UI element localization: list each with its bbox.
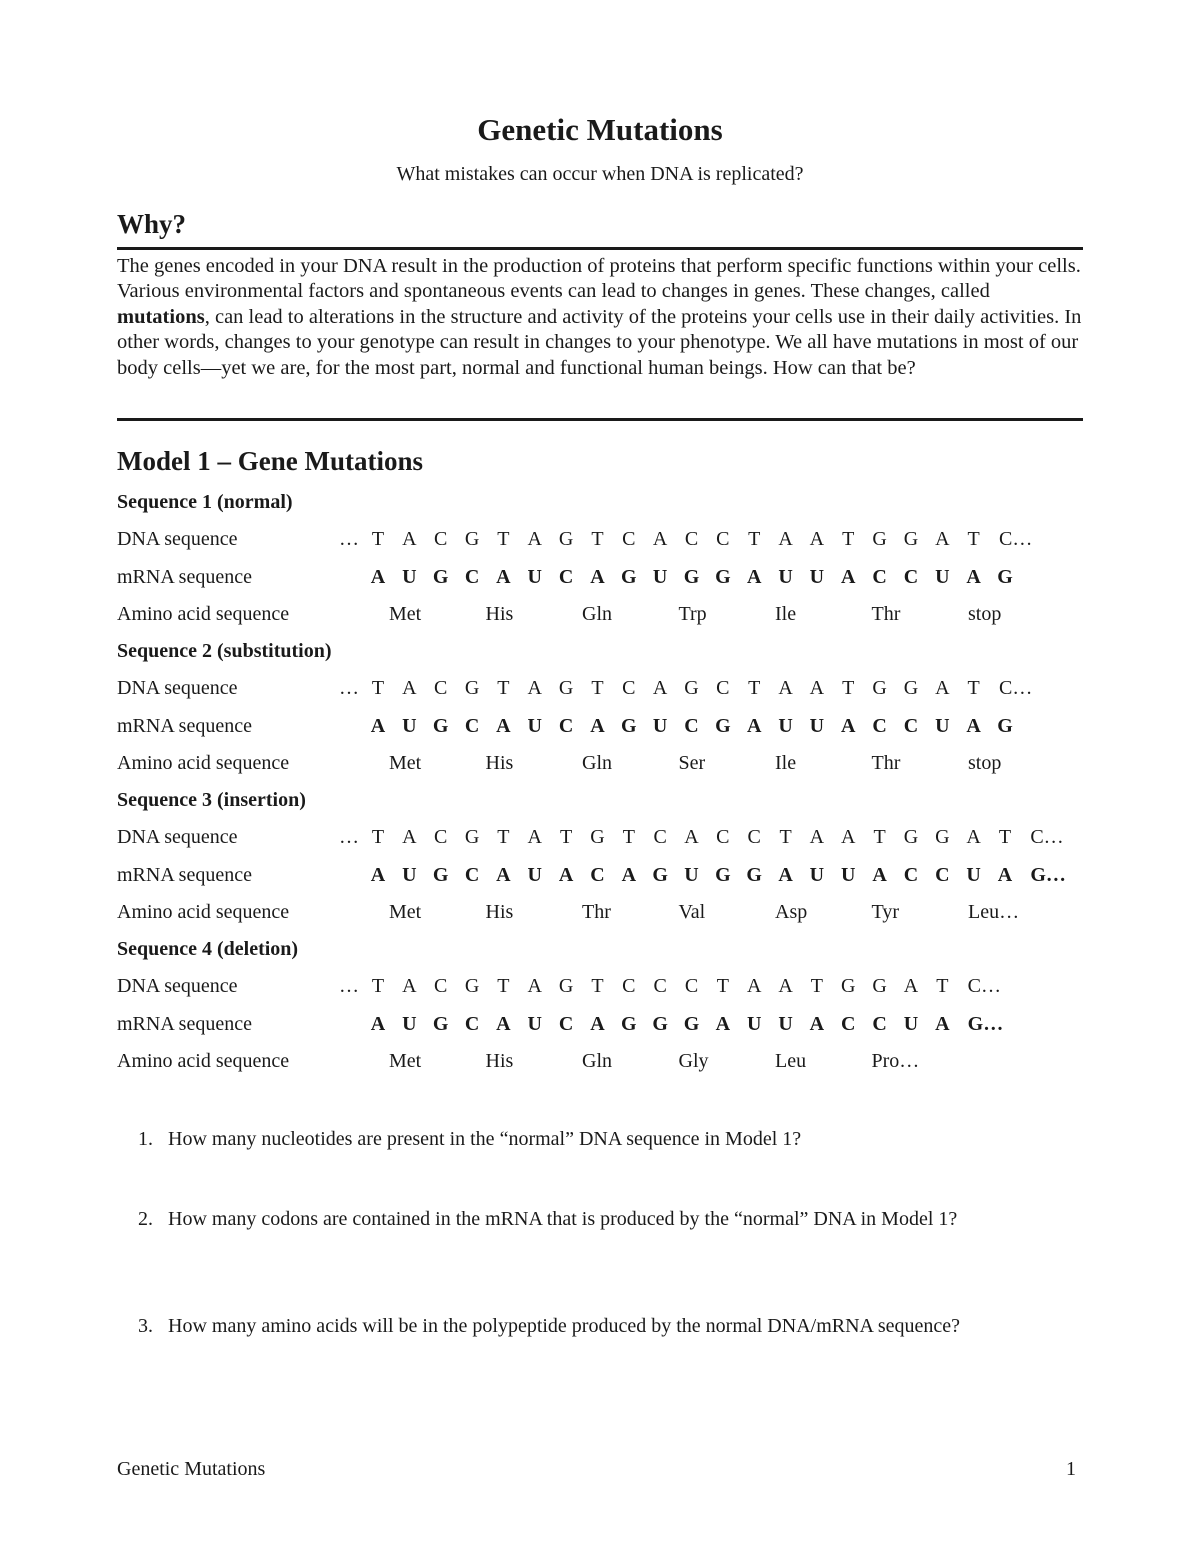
mrna-base: C — [464, 1013, 480, 1035]
dna-base: T — [497, 528, 510, 550]
amino-acid: Gly — [678, 1050, 709, 1072]
divider-bottom — [117, 418, 1083, 421]
dna-base: G — [935, 826, 950, 848]
sequence-heading: Sequence 3 (insertion) — [117, 789, 306, 811]
mrna-base: C — [872, 1013, 887, 1035]
mrna-base: A — [809, 1013, 825, 1035]
mrna-base: G — [715, 715, 731, 737]
sequence-heading: Sequence 1 (normal) — [117, 491, 293, 513]
amino-acid: Gln — [582, 752, 612, 774]
dna-base: A — [809, 677, 825, 699]
mrna-base: U — [809, 566, 825, 588]
why-heading: Why? — [117, 209, 187, 239]
dna-base: C — [684, 528, 699, 550]
dna-base: T — [497, 826, 510, 848]
amino-acid: stop — [968, 603, 1002, 625]
divider-top — [117, 247, 1083, 250]
dna-base: C — [716, 826, 730, 848]
amino-acid: Ile — [775, 603, 797, 625]
mrna-base: A — [841, 715, 856, 737]
amino-acid: Leu — [775, 1050, 807, 1072]
dna-base: A — [778, 677, 793, 699]
mrna-base: A — [778, 864, 793, 886]
mrna-base: A — [590, 715, 605, 737]
amino-acid: His — [485, 1050, 514, 1072]
dna-base: G — [872, 677, 887, 699]
mrna-base: A — [496, 1013, 511, 1035]
mrna-base: U — [903, 1013, 919, 1035]
amino-acid: Ile — [775, 752, 797, 774]
mrna-base: G — [746, 864, 762, 886]
mrna-row-label: mRNA sequence — [117, 715, 252, 737]
mrna-base: U — [809, 715, 825, 737]
dna-row-label: DNA sequence — [117, 677, 238, 699]
dna-base: G — [464, 826, 480, 848]
amino-acid: Ser — [678, 752, 706, 774]
amino-acid: Met — [389, 901, 422, 923]
dna-base: T — [371, 826, 385, 848]
dna-base: A — [841, 826, 856, 848]
page-number: 1 — [1066, 1458, 1076, 1480]
mrna-base: G — [621, 1013, 637, 1035]
amino-row-label: Amino acid sequence — [117, 603, 290, 625]
dna-base: T — [810, 975, 823, 997]
dna-base: A — [527, 975, 542, 997]
mrna-base: A — [966, 715, 981, 737]
dna-base: C… — [1030, 826, 1064, 848]
dna-base: C — [434, 975, 448, 997]
dna-base: T — [748, 528, 761, 550]
dna-base: G — [464, 975, 480, 997]
question-number: 2. — [138, 1208, 153, 1230]
dna-row-label: DNA sequence — [117, 826, 238, 848]
mrna-base: U — [935, 715, 950, 737]
mrna-base: G — [715, 566, 731, 588]
dna-base: C — [622, 528, 636, 550]
dna-base: C — [653, 975, 667, 997]
mrna-base: C — [590, 864, 605, 886]
mrna-base: U — [527, 1013, 542, 1035]
mrna-base: G — [997, 715, 1013, 737]
mrna-base: C — [935, 864, 950, 886]
dna-base: T — [371, 975, 385, 997]
question-item — [138, 1206, 1048, 1233]
amino-acid: Pro… — [871, 1050, 920, 1072]
dna-base: A — [903, 975, 919, 997]
mrna-base: G — [621, 715, 637, 737]
mrna-base: C — [558, 566, 574, 588]
dna-base: G — [872, 528, 887, 550]
mrna-row-label: mRNA sequence — [117, 864, 252, 886]
amino-acid: Val — [678, 901, 706, 923]
dna-base: C — [434, 826, 448, 848]
dna-base: C — [684, 975, 699, 997]
mrna-row-label: mRNA sequence — [117, 566, 252, 588]
mrna-base: G… — [1030, 864, 1066, 886]
dna-base: T — [967, 528, 980, 550]
mrna-base: C — [872, 566, 887, 588]
dna-base: C… — [967, 975, 1001, 997]
dna-base: G — [903, 826, 919, 848]
dna-base: A — [935, 528, 950, 550]
dna-base: C — [622, 677, 636, 699]
dna-base: C — [434, 528, 448, 550]
mrna-base: U — [778, 715, 793, 737]
mrna-base: G — [715, 864, 731, 886]
dna-base: A — [809, 528, 825, 550]
dna-base: T — [967, 677, 980, 699]
dna-base: T — [591, 975, 604, 997]
dna-ellipsis: … — [339, 826, 359, 848]
dna-base: A — [527, 826, 542, 848]
mrna-base: G… — [967, 1013, 1004, 1035]
dna-ellipsis: … — [339, 677, 359, 699]
dna-base: C — [434, 677, 448, 699]
mrna-base: U — [935, 566, 950, 588]
amino-acid: Tyr — [871, 901, 899, 923]
dna-base: T — [591, 677, 604, 699]
mrna-base: U — [841, 864, 856, 886]
question-text: How many amino acids will be in the polypeptide produced by the normal DNA/mRNA sequence? — [168, 1315, 961, 1337]
why-text-part2: , can lead to alterations in the structure and activity of the proteins your cells use in their daily activities. In other words, changes to your genotype can result in changes to your phenotype. We all have mutations in most of our body cells—yet we are, for the most part, normal and functional human beings. How can that be? — [117, 305, 1082, 379]
dna-base: G — [558, 528, 574, 550]
mrna-base: C — [558, 1013, 574, 1035]
mrna-base: C — [903, 864, 919, 886]
mrna-base: G — [432, 715, 449, 737]
dna-base: T — [998, 826, 1012, 848]
mrna-base: U — [778, 1013, 793, 1035]
mrna-base: U — [527, 715, 542, 737]
amino-acid: His — [485, 603, 514, 625]
dna-base: C — [747, 826, 761, 848]
mrna-base: A — [370, 715, 386, 737]
dna-base: C — [716, 528, 730, 550]
mrna-base: A — [370, 566, 386, 588]
mrna-base: G — [432, 864, 449, 886]
dna-base: A — [935, 677, 950, 699]
mrna-base: U — [402, 1013, 417, 1035]
dna-base: T — [748, 677, 761, 699]
mrna-base: A — [590, 1013, 605, 1035]
dna-base: G — [558, 677, 574, 699]
mrna-base: A — [746, 715, 762, 737]
mrna-base: A — [746, 566, 762, 588]
amino-acid: His — [485, 752, 514, 774]
mrna-base: U — [966, 864, 981, 886]
mrna-base: C — [903, 566, 919, 588]
dna-base: T — [371, 528, 385, 550]
dna-base: A — [778, 528, 793, 550]
dna-base: T — [497, 677, 510, 699]
dna-base: T — [936, 975, 949, 997]
amino-acid: stop — [968, 752, 1002, 774]
dna-base: C — [622, 975, 636, 997]
dna-base: G — [872, 975, 887, 997]
mrna-base: G — [997, 566, 1013, 588]
mrna-base: G — [432, 566, 449, 588]
mrna-base: A — [841, 566, 856, 588]
amino-acid: His — [485, 901, 514, 923]
dna-base: A — [746, 975, 762, 997]
dna-base: A — [809, 826, 825, 848]
mrna-base: U — [652, 566, 668, 588]
mrna-base: G — [652, 1013, 668, 1035]
dna-base: A — [652, 528, 668, 550]
mrna-base: C — [558, 715, 574, 737]
mrna-base: A — [966, 566, 981, 588]
dna-base: G — [841, 975, 856, 997]
mrna-base: C — [903, 715, 919, 737]
mrna-base: U — [652, 715, 668, 737]
amino-acid: Met — [389, 603, 422, 625]
dna-ellipsis: … — [339, 975, 359, 997]
amino-acid: Asp — [775, 901, 808, 923]
mrna-base: G — [621, 566, 637, 588]
mrna-base: C — [872, 715, 887, 737]
why-text-part1: The genes encoded in your DNA result in the production of proteins that perform specific functions within your cells. Various environmental factors and spontaneous events can lead to changes in genes. These changes, called — [117, 255, 1081, 303]
dna-base: G — [464, 677, 480, 699]
dna-base: T — [591, 528, 604, 550]
mrna-base: A — [558, 864, 574, 886]
dna-base: T — [842, 528, 855, 550]
dna-base: A — [652, 677, 668, 699]
amino-acid: Thr — [871, 603, 901, 625]
mrna-base: U — [809, 864, 825, 886]
dna-ellipsis: … — [339, 528, 359, 550]
model-heading: Model 1 – Gene Mutations — [117, 446, 423, 476]
dna-base: A — [778, 975, 793, 997]
mrna-base: A — [715, 1013, 731, 1035]
mrna-base: C — [464, 566, 480, 588]
mrna-base: A — [997, 864, 1013, 886]
dna-base: A — [966, 826, 981, 848]
amino-acid: Gln — [582, 1050, 612, 1072]
dna-base: A — [527, 677, 542, 699]
dna-base: A — [684, 826, 699, 848]
dna-base: C… — [999, 528, 1033, 550]
mrna-base: U — [746, 1013, 762, 1035]
dna-base: G — [464, 528, 480, 550]
mrna-base: U — [402, 864, 417, 886]
question-item — [138, 1313, 1048, 1340]
dna-base: G — [903, 528, 919, 550]
dna-base: G — [558, 975, 574, 997]
page-title: Genetic Mutations — [477, 112, 723, 147]
mrna-base: A — [496, 715, 511, 737]
mrna-base: U — [684, 864, 699, 886]
mrna-base: C — [841, 1013, 856, 1035]
question-item — [138, 1126, 1048, 1153]
mrna-base: G — [683, 1013, 700, 1035]
dna-row-label: DNA sequence — [117, 528, 238, 550]
question-text: How many codons are contained in the mRNA that is produced by the “normal” DNA in Model 1? — [168, 1208, 958, 1230]
why-paragraph — [117, 254, 1083, 381]
amino-acid: Gln — [582, 603, 612, 625]
mrna-base: U — [402, 566, 417, 588]
dna-base: T — [873, 826, 886, 848]
mrna-base: A — [370, 1013, 386, 1035]
mrna-base: U — [402, 715, 417, 737]
amino-acid: Met — [389, 1050, 422, 1072]
dna-base: C — [716, 677, 730, 699]
dna-base: A — [402, 826, 417, 848]
mrna-base: A — [496, 864, 511, 886]
amino-acid: Met — [389, 752, 422, 774]
mrna-base: U — [778, 566, 793, 588]
dna-base: T — [371, 677, 385, 699]
dna-base: A — [402, 975, 417, 997]
mrna-base: A — [621, 864, 637, 886]
mrna-base: A — [872, 864, 887, 886]
amino-row-label: Amino acid sequence — [117, 901, 290, 923]
dna-base: A — [402, 677, 417, 699]
dna-base: T — [842, 677, 855, 699]
question-number: 1. — [138, 1128, 153, 1150]
sequence-heading: Sequence 2 (substitution) — [117, 640, 332, 662]
mrna-base: G — [683, 566, 700, 588]
mrna-base: A — [935, 1013, 950, 1035]
dna-base: A — [402, 528, 417, 550]
mrna-base: G — [652, 864, 668, 886]
sequence-heading: Sequence 4 (deletion) — [117, 938, 299, 960]
amino-acid: Thr — [582, 901, 611, 923]
amino-row-label: Amino acid sequence — [117, 1050, 290, 1072]
mrna-row-label: mRNA sequence — [117, 1013, 252, 1035]
why-bold-term: mutations — [117, 305, 205, 328]
dna-base: G — [684, 677, 699, 699]
question-number: 3. — [138, 1315, 153, 1337]
dna-base: T — [559, 826, 573, 848]
dna-base: G — [590, 826, 605, 848]
dna-base: C — [653, 826, 667, 848]
dna-row-label: DNA sequence — [117, 975, 238, 997]
dna-base: C… — [999, 677, 1033, 699]
dna-base: T — [497, 975, 510, 997]
mrna-base: A — [370, 864, 386, 886]
dna-base: G — [903, 677, 919, 699]
mrna-base: U — [527, 864, 542, 886]
amino-acid: Thr — [871, 752, 901, 774]
dna-base: A — [527, 528, 542, 550]
dna-base: T — [779, 826, 792, 848]
amino-acid: Leu… — [968, 901, 1020, 923]
mrna-base: A — [590, 566, 605, 588]
footer-title: Genetic Mutations — [117, 1458, 266, 1480]
mrna-base: C — [464, 864, 480, 886]
amino-row-label: Amino acid sequence — [117, 752, 290, 774]
page-subtitle: What mistakes can occur when DNA is replicated? — [396, 163, 804, 185]
amino-acid: Trp — [678, 603, 707, 625]
question-text: How many nucleotides are present in the “normal” DNA sequence in Model 1? — [168, 1128, 802, 1150]
dna-base: T — [716, 975, 729, 997]
mrna-base: A — [496, 566, 511, 588]
mrna-base: C — [464, 715, 480, 737]
mrna-base: C — [684, 715, 699, 737]
dna-base: T — [622, 826, 635, 848]
mrna-base: U — [527, 566, 542, 588]
mrna-base: G — [432, 1013, 449, 1035]
